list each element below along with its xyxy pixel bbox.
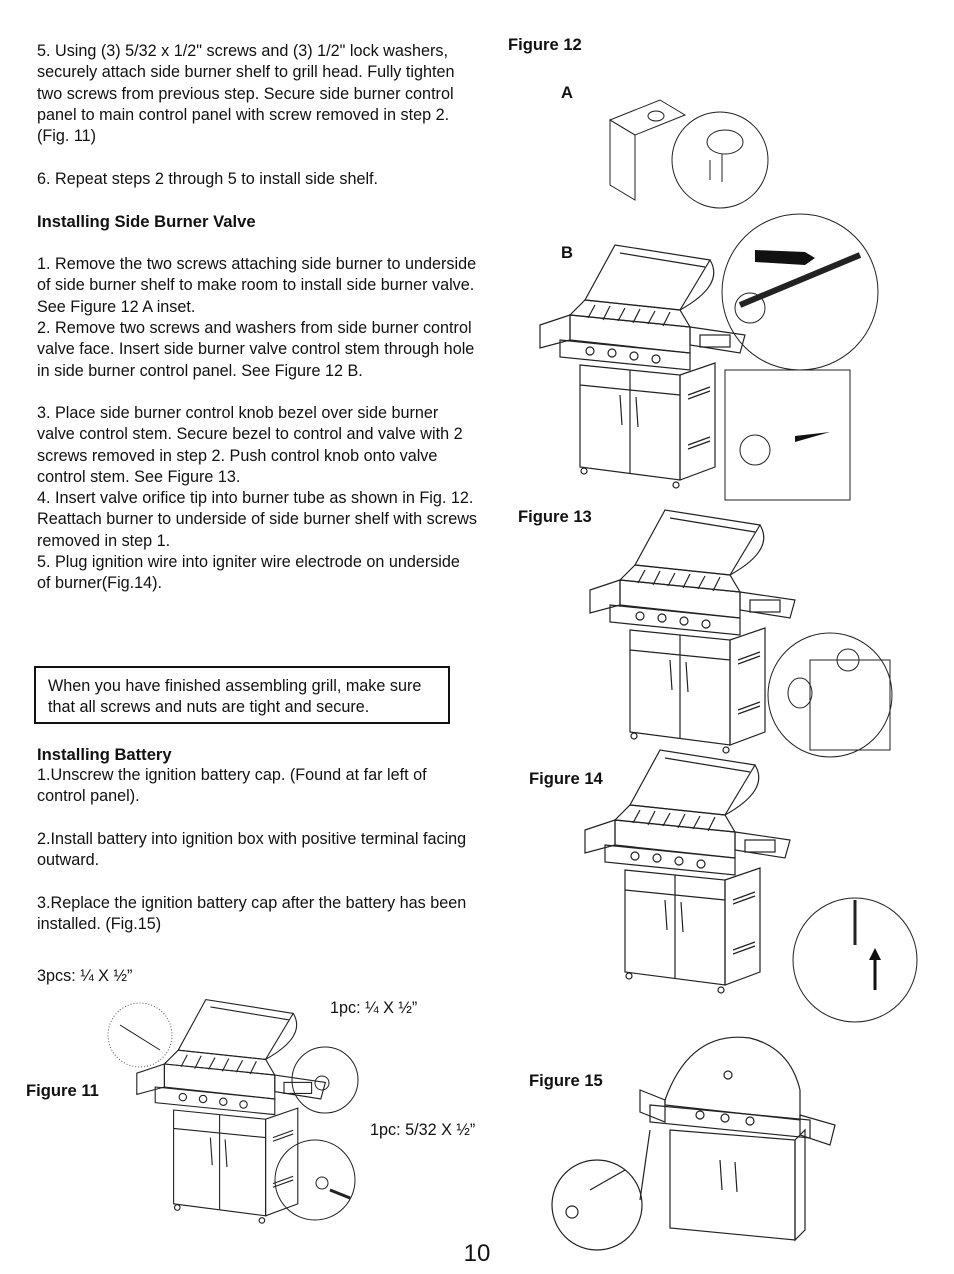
- figure-14-drawing: [585, 750, 925, 1025]
- figure-12a-drawing: [600, 70, 775, 210]
- figure-12-panel-b: B: [561, 243, 573, 262]
- valve-step-2: 2. Remove two screws and washers from side burner control valve face. Insert side burner valve control stem through hole in side burner control panel. See Figure 12 B.: [37, 319, 475, 380]
- page-number: 10: [463, 1240, 491, 1267]
- figure-11-label: Figure 11: [26, 1081, 99, 1100]
- valve-step-5: 5. Plug ignition wire into igniter wire electrode on underside of burner(Fig.14).: [37, 553, 460, 593]
- battery-step-1: 1.Unscrew the ignition battery cap. (Found at far left of control panel).: [37, 766, 427, 806]
- battery-heading: Installing Battery: [37, 745, 172, 764]
- figure-15-drawing: [550, 1030, 840, 1250]
- valve-step-4: 4. Insert valve orifice tip into burner tube as shown in Fig. 12. Reattach burner to underside of side burner shelf with screws removed in step 1.: [37, 489, 477, 550]
- safety-note-box: [34, 666, 450, 724]
- battery-step-2: 2.Install battery into ignition box with positive terminal facing outward.: [37, 830, 467, 870]
- figure-12-label: Figure 12: [508, 35, 582, 54]
- shelf-step-5: 5. Using (3) 5/32 x 1/2" screws and (3) 1/2" lock washers, securely attach side burner shelf to grill head. Fully tighten two screws from previous step. Secure side burner control panel to main control panel with screw removed in step 2. (Fig. 11): [37, 42, 455, 146]
- fig11-callout-screw-2: 1pc: 5/32 X ½”: [370, 1121, 476, 1139]
- figure-14-label: Figure 14: [529, 769, 603, 788]
- valve-step-3: 3. Place side burner control knob bezel over side burner valve control stem. Secure bezel to control and valve with 2 screws removed in step 2. Push control knob onto valve control stem. See Figure 13.: [37, 404, 463, 486]
- valve-heading: Installing Side Burner Valve: [37, 212, 256, 231]
- figure-13-label: Figure 13: [518, 507, 592, 526]
- safety-note-text: When you have finished assembling grill, make sure that all screws and nuts are tight and secure.: [48, 677, 422, 717]
- figure-12b-drawing: [540, 210, 880, 500]
- valve-step-1: 1. Remove the two screws attaching side burner to underside of side burner shelf to make room to install side burner valve. See Figure 12 A inset.: [37, 255, 477, 316]
- fig11-callout-screws-3: 3pcs: ¼ X ½”: [37, 967, 133, 985]
- shelf-step-6: 6. Repeat steps 2 through 5 to install side shelf.: [37, 170, 379, 188]
- figure-15-label: Figure 15: [529, 1071, 603, 1090]
- figure-12-panel-a: A: [561, 83, 573, 102]
- figure-13-drawing: [590, 510, 905, 760]
- figure-11-drawing: [100, 995, 390, 1235]
- battery-step-3: 3.Replace the ignition battery cap after the battery has been installed. (Fig.15): [37, 894, 467, 934]
- fig11-callout-screw-1: 1pc: ¼ X ½”: [330, 999, 418, 1017]
